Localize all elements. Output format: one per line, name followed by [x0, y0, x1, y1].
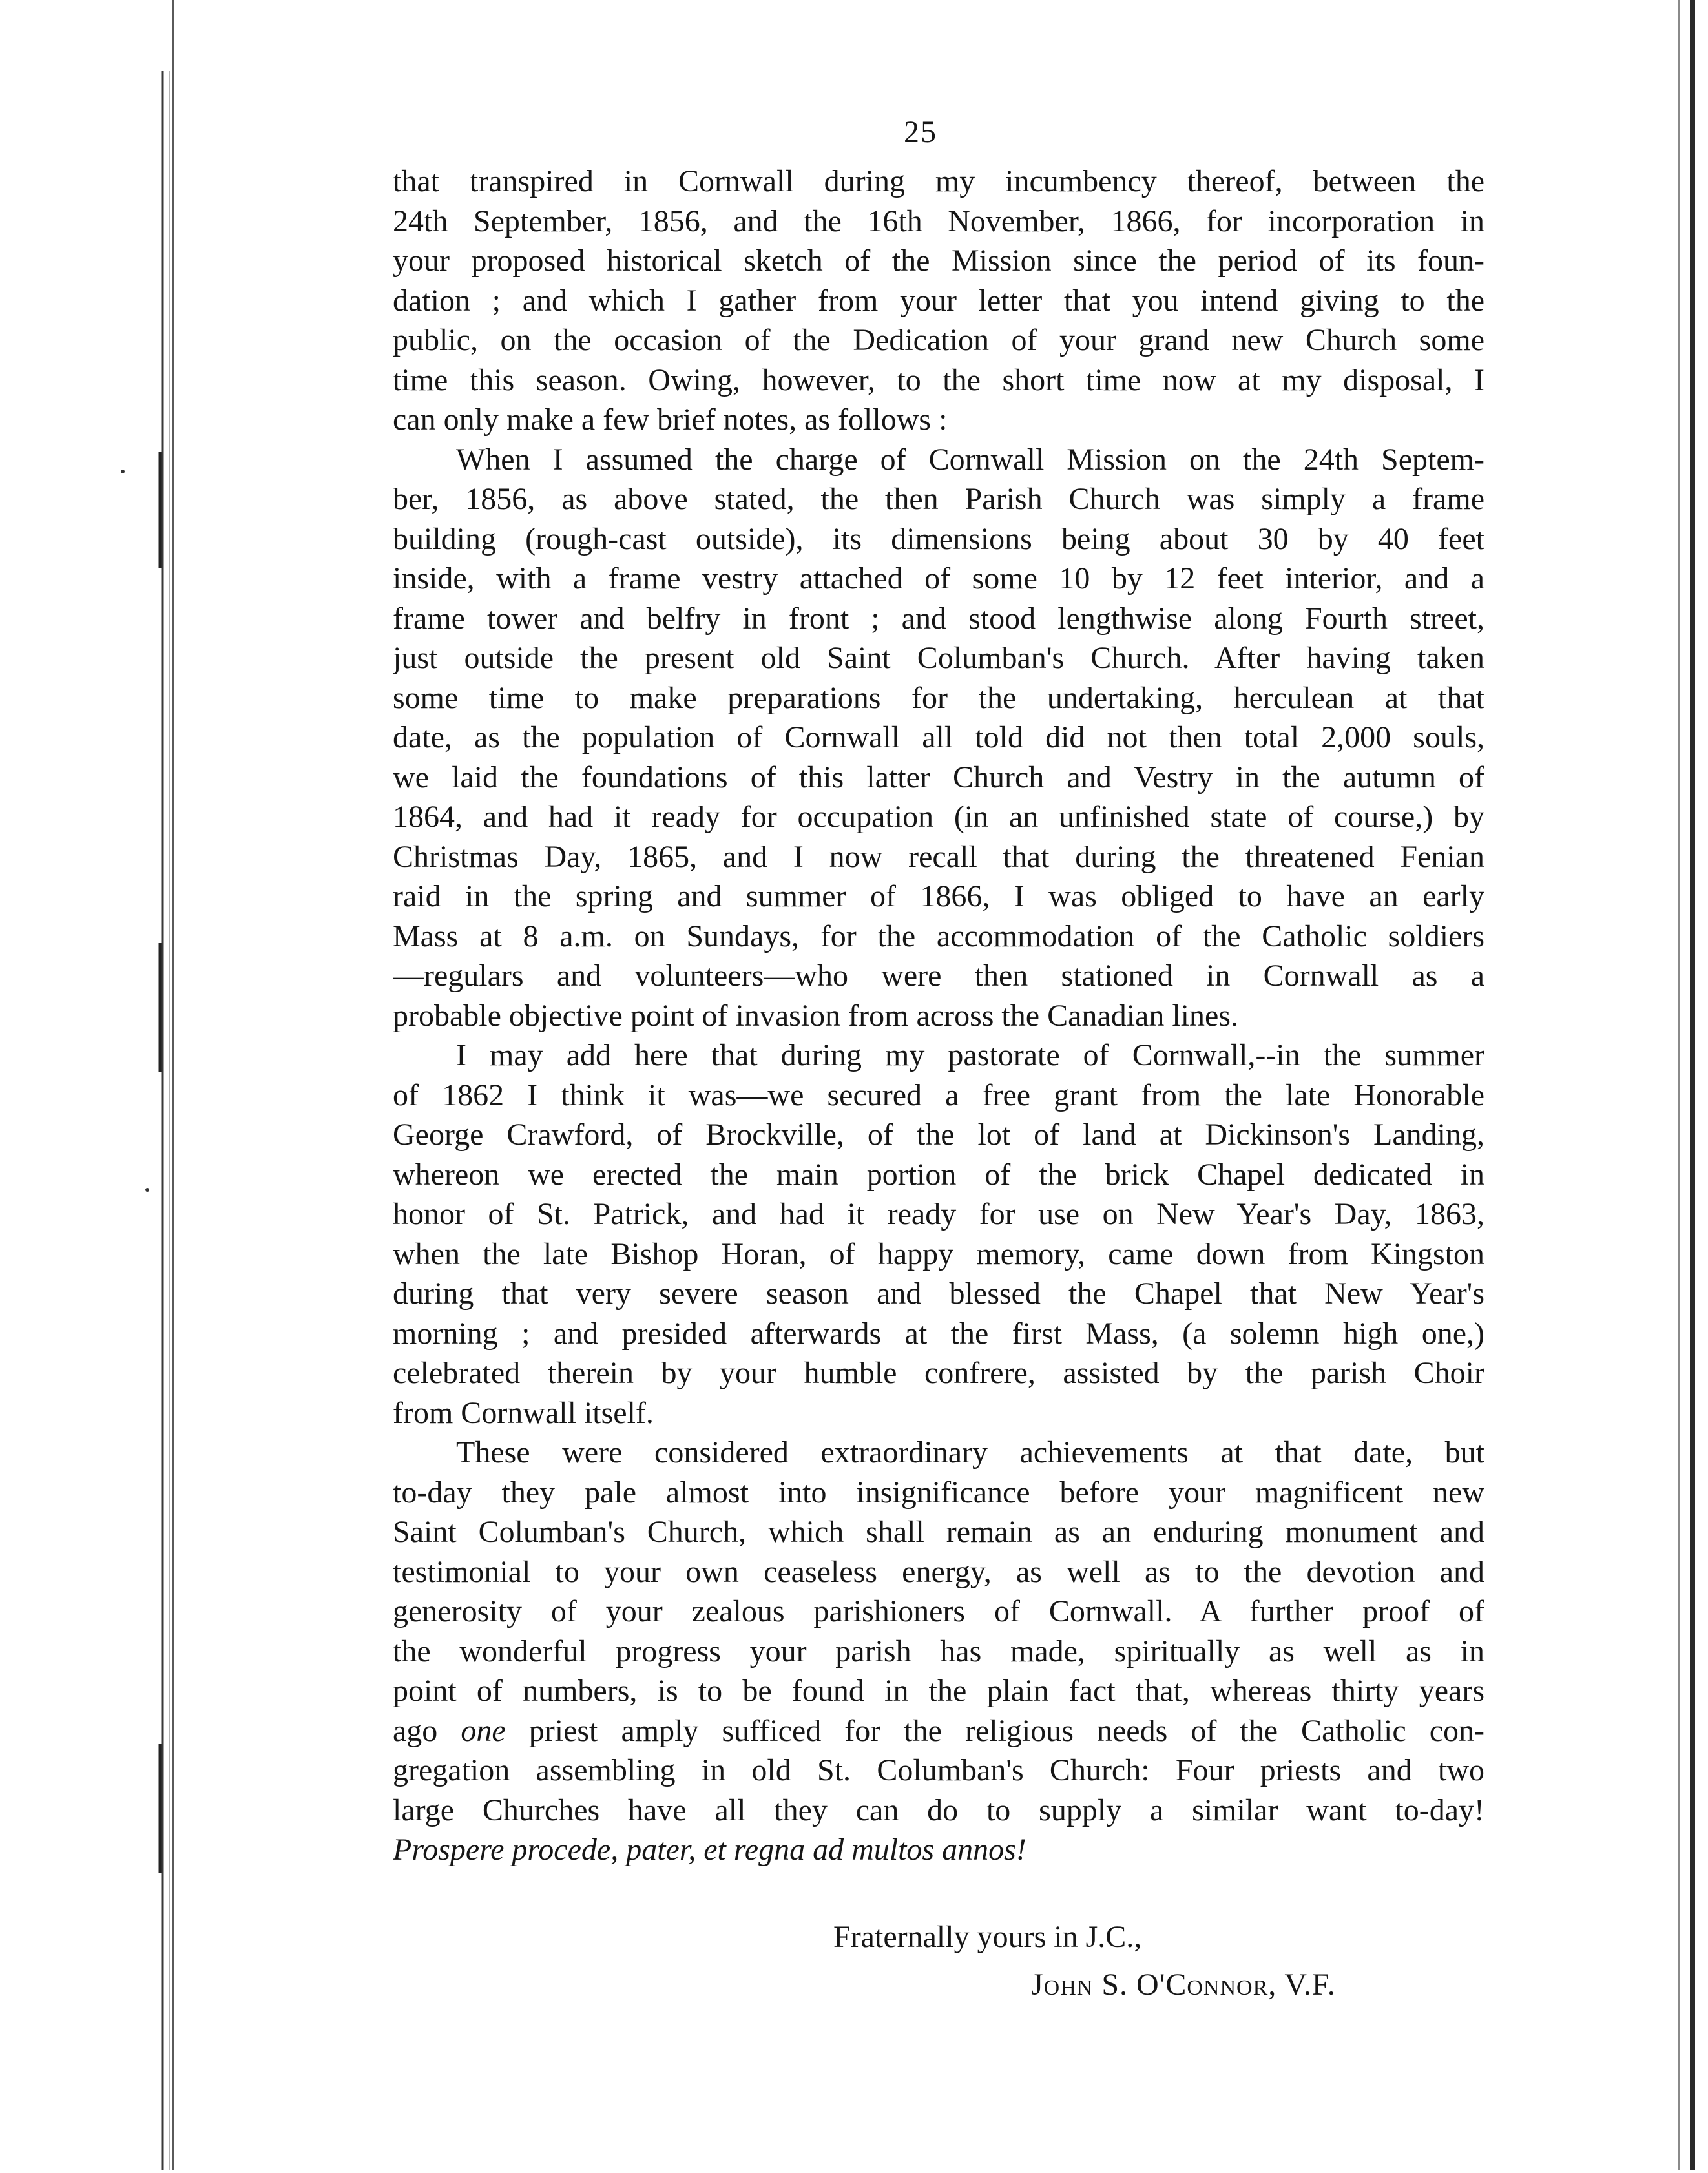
text-line: celebrated therein by your humble confrere, assisted by the parish Choir: [393, 1356, 1484, 1390]
paragraph-start-line: When I assumed the charge of Cornwall Mission on the 24th Septem-: [456, 442, 1484, 477]
text-line: of 1862 I think it was—we secured a free grant from the late Honorable: [393, 1077, 1484, 1112]
latin-blessing: Prospere procede, pater, et regna ad multos annos!: [393, 1833, 1026, 1867]
text-line: dation ; and which I gather from your letter that you intend giving to the: [393, 283, 1484, 318]
text-line: large Churches have all they can do to supply a similar want to-day!: [393, 1793, 1484, 1827]
text-line: Saint Columban's Church, which shall remain as an enduring monument and: [393, 1515, 1484, 1549]
text-line: just outside the present old Saint Columban's Church. After having taken: [393, 641, 1484, 675]
text-line: 24th September, 1856, and the 16th November, 1866, for incorporation in: [393, 203, 1484, 238]
text-line: George Crawford, of Brockville, of the lot of land at Dickinson's Landing,: [393, 1118, 1484, 1152]
text-line: generosity of your zealous parishioners of Cornwall. A further proof of: [393, 1594, 1484, 1628]
text-line: point of numbers, is to be found in the plain fact that, whereas thirty years: [393, 1674, 1484, 1708]
text-line: Mass at 8 a.m. on Sundays, for the accommodation of the Catholic soldiers: [393, 919, 1484, 953]
text-line: date, as the population of Cornwall all told did not then total 2,000 souls,: [393, 720, 1484, 754]
text-line: raid in the spring and summer of 1866, I was obliged to have an early: [393, 879, 1484, 913]
text-line-with-italic: [393, 1711, 1484, 1751]
paragraph-start-line: I may add here that during my pastorate of Cornwall,--in the summer: [456, 1038, 1484, 1072]
left-margin-binding: [0, 0, 181, 2170]
paragraph-start-line: These were considered extraordinary achievements at that date, but: [456, 1435, 1484, 1470]
text-line: time this season. Owing, however, to the short time now at my disposal, I: [393, 362, 1484, 397]
text-line: your proposed historical sketch of the Mission since the period of its foun-: [393, 244, 1484, 278]
text-line: when the late Bishop Horan, of happy memory, came down from Kingston: [393, 1236, 1484, 1271]
text-line: 1864, and had it ready for occupation (in an unfinished state of course,) by: [393, 800, 1484, 834]
text-line: we laid the foundations of this latter Church and Vestry in the autumn of: [393, 760, 1484, 795]
binding-stitch-marks: [0, 0, 181, 2170]
ago-word: ago: [393, 1713, 438, 1748]
right-page-edge: [1690, 0, 1695, 2170]
text-line: inside, with a frame vestry attached of some 10 by 12 feet interior, and a: [393, 561, 1484, 596]
text-line: gregation assembling in old St. Columban's Church: Four priests and two: [393, 1753, 1484, 1787]
text-line: morning ; and presided afterwards at the first Mass, (a solemn high one,): [393, 1316, 1484, 1351]
text-line: from Cornwall itself.: [393, 1395, 654, 1430]
text-line: Christmas Day, 1865, and I now recall that during the threatened Fenian: [393, 839, 1484, 874]
text-line: building (rough-cast outside), its dimensions being about 30 by 40 feet: [393, 521, 1484, 556]
page-number: 25: [904, 115, 937, 149]
text-line: to-day they pale almost into insignificance before your magnificent new: [393, 1475, 1484, 1510]
italic-one: one: [461, 1713, 506, 1748]
text-line: can only make a few brief notes, as follows :: [393, 402, 948, 437]
letter-body: [393, 161, 1484, 1870]
text-line: testimonial to your own ceaseless energy, as well as to the devotion and: [393, 1554, 1484, 1589]
text-line: frame tower and belfry in front ; and stood lengthwise along Fourth street,: [393, 601, 1484, 636]
text-line: some time to make preparations for the undertaking, herculean at that: [393, 680, 1484, 715]
text-line: —regulars and volunteers—who were then stationed in Cornwall as a: [393, 959, 1484, 993]
text-line: during that very severe season and blessed the Chapel that New Year's: [393, 1276, 1484, 1311]
text-line: that transpired in Cornwall during my incumbency thereof, between the: [393, 164, 1484, 198]
text-line: ber, 1856, as above stated, the then Parish Church was simply a frame: [393, 482, 1484, 516]
text-line: the wonderful progress your parish has made, spiritually as well as in: [393, 1634, 1484, 1669]
valediction: Fraternally yours in J.C.,: [833, 1920, 1142, 1954]
text-line: whereon we erected the main portion of the brick Chapel dedicated in: [393, 1157, 1484, 1192]
right-page-edge-line: [1678, 0, 1680, 2170]
text-line-remainder: priest amply sufficed for the religious needs of the Catholic con-: [528, 1713, 1484, 1748]
text-line: probable objective point of invasion from across the Canadian lines.: [393, 998, 1238, 1033]
signature: John S. O'Connor, V.F.: [1031, 1968, 1336, 2002]
text-line: public, on the occasion of the Dedication of your grand new Church some: [393, 323, 1484, 357]
text-line: honor of St. Patrick, and had it ready for use on New Year's Day, 1863,: [393, 1197, 1484, 1231]
